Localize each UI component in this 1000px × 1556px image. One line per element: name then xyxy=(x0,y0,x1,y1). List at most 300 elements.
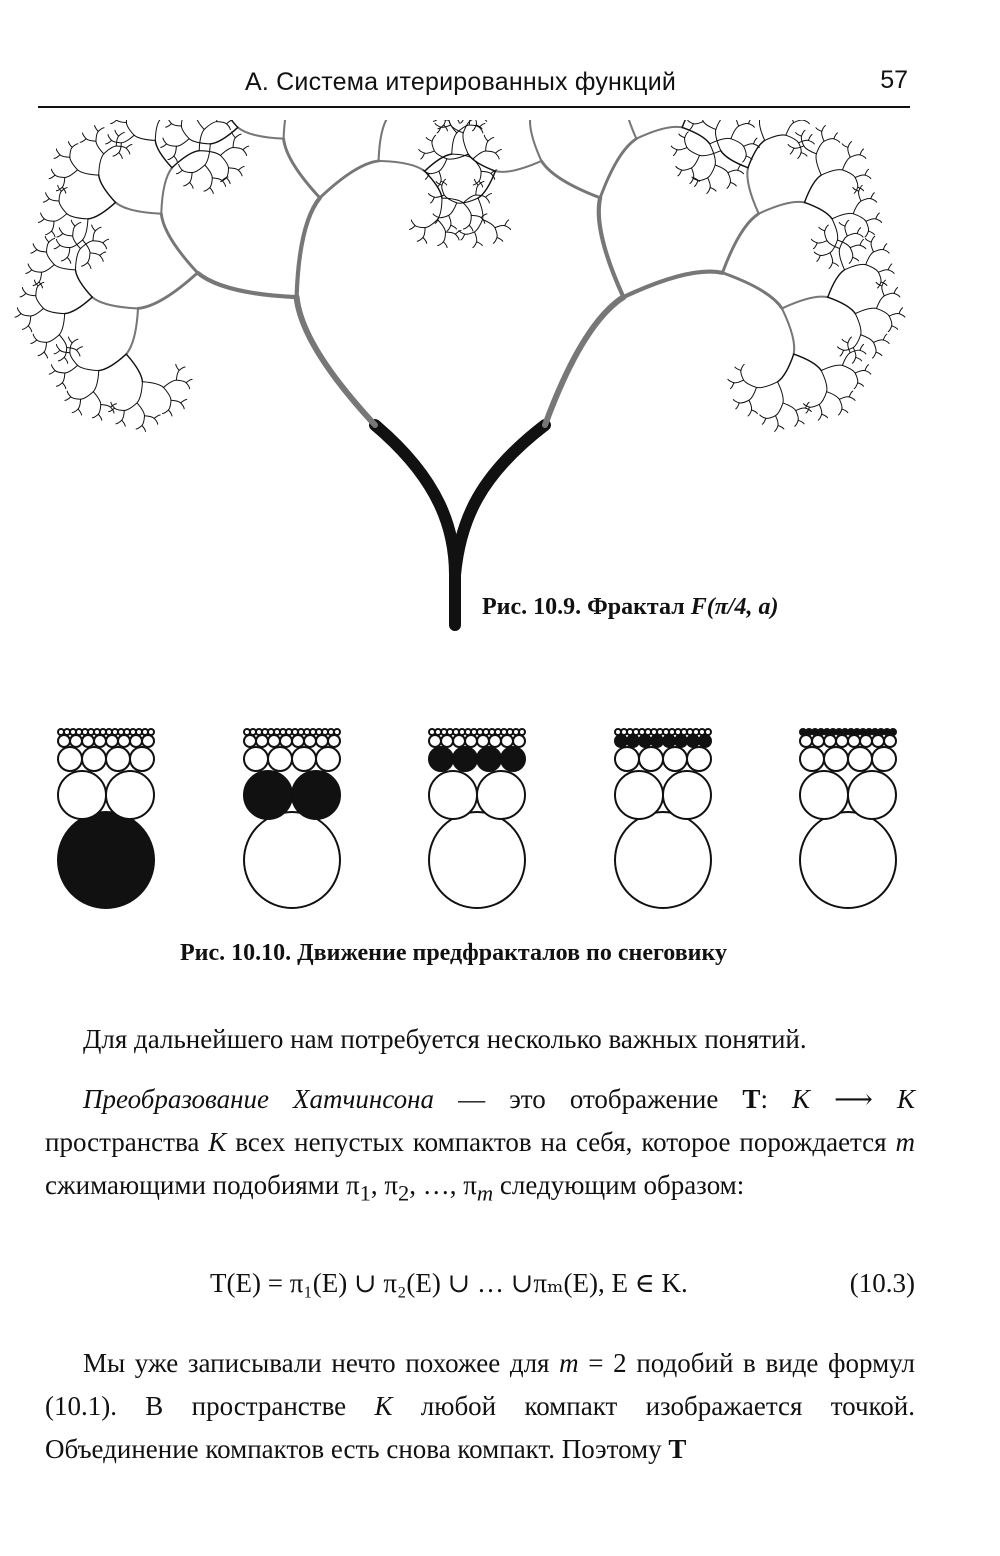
tree-branch xyxy=(786,123,794,136)
tree-branch xyxy=(126,148,130,154)
symbol-K: K xyxy=(208,1127,227,1157)
figure-formula: F(π/4, a) xyxy=(690,594,779,620)
tree-branch xyxy=(423,238,427,244)
figure-caption-text: Фрактал xyxy=(587,594,685,620)
tree-branch xyxy=(93,241,103,243)
tree-branch xyxy=(176,380,186,383)
tree-branch xyxy=(838,409,841,415)
tree-branch xyxy=(484,135,488,141)
snowman-circle xyxy=(244,771,292,819)
tree-branch xyxy=(448,120,450,125)
tree-branch xyxy=(804,146,817,154)
tree-branch xyxy=(59,335,66,348)
tree-branch xyxy=(687,148,700,156)
tree-branch xyxy=(673,150,677,156)
snowman-circle xyxy=(663,771,711,819)
tree-branch xyxy=(747,168,758,214)
tree-branch xyxy=(731,126,739,139)
tree-branch xyxy=(86,139,96,141)
tree-branch xyxy=(96,131,98,141)
tree-branch xyxy=(137,382,142,403)
snowman-circle xyxy=(800,771,848,819)
subscript: 2 xyxy=(398,1180,410,1206)
tree-branch xyxy=(866,219,876,222)
tree-branch xyxy=(32,270,42,272)
tree-branch xyxy=(716,120,724,129)
tree-branch xyxy=(842,170,855,178)
tree-branch xyxy=(220,148,233,156)
tree-branch xyxy=(115,202,161,213)
tree-branch xyxy=(179,367,185,370)
tree-branch xyxy=(52,231,55,237)
tree-branch xyxy=(70,353,78,366)
tree-branch xyxy=(411,220,415,226)
tree-branch xyxy=(54,265,75,270)
tree-branch xyxy=(459,231,465,235)
tree-branch xyxy=(87,263,90,269)
tree-branch xyxy=(830,253,833,263)
tree-branch xyxy=(154,418,157,424)
tree-branch xyxy=(41,213,45,219)
tree-branch xyxy=(154,415,160,418)
snowman-circle xyxy=(292,771,340,819)
tree-branch xyxy=(871,199,877,203)
tree-branch xyxy=(417,238,423,242)
tree-branch xyxy=(69,337,73,343)
tree-branch xyxy=(825,231,827,241)
tree-branch xyxy=(883,244,887,250)
tree-branch xyxy=(176,170,182,174)
tree-branch xyxy=(865,371,871,375)
tree-branch xyxy=(475,232,477,242)
figure-label: Рис. 10.10. xyxy=(180,940,292,966)
tree-branch xyxy=(51,365,55,371)
tree-branch xyxy=(853,214,866,222)
tree-branch xyxy=(75,249,80,270)
tree-branch xyxy=(483,219,495,227)
tree-branch xyxy=(217,122,227,124)
arrow: ⟶ xyxy=(810,1084,897,1114)
tree-branch xyxy=(67,257,70,263)
symbol-m: m xyxy=(559,1348,579,1378)
tree-branch xyxy=(776,403,783,416)
tree-branch xyxy=(49,175,55,179)
snowman-circle xyxy=(639,735,651,747)
tree-branch xyxy=(444,120,446,125)
tree-branch xyxy=(39,272,42,282)
tree-branch xyxy=(479,171,481,181)
tree-branch xyxy=(171,400,181,403)
tree-branch xyxy=(233,138,235,148)
tree-branch xyxy=(828,270,845,297)
tree-branch xyxy=(794,354,822,370)
snowman-circle xyxy=(316,747,340,771)
snowman-circle xyxy=(489,735,501,747)
tree-branch xyxy=(65,397,71,401)
tree-branch xyxy=(67,248,70,258)
tree-branch xyxy=(93,392,100,405)
snowman-circle xyxy=(663,735,675,747)
snowman-circle xyxy=(884,735,896,747)
tree-branch xyxy=(495,161,541,172)
tree-branch xyxy=(167,144,177,146)
tree-branch xyxy=(42,265,55,273)
tree-branch xyxy=(93,371,98,392)
tree-branch xyxy=(505,226,511,230)
tree-branch xyxy=(44,352,47,358)
snowman-circle xyxy=(94,735,106,747)
tree-branch xyxy=(184,182,190,186)
tree-branch xyxy=(865,231,868,237)
tree-branch xyxy=(817,241,827,243)
tree-branch xyxy=(136,425,142,429)
tree-branch xyxy=(44,342,47,352)
tree-branch xyxy=(176,139,189,147)
tree-branch xyxy=(827,392,840,400)
tree-branch xyxy=(461,120,465,123)
tree-branch xyxy=(62,177,65,187)
tree-branch xyxy=(698,178,708,181)
tree-branch xyxy=(819,227,825,231)
tree-branch xyxy=(20,293,26,297)
term-hutchinson: Преобразование Хатчинсона xyxy=(83,1084,435,1114)
tree-branch xyxy=(106,140,112,144)
tree-branch xyxy=(442,185,444,195)
tree-branch xyxy=(46,193,50,199)
tree-branch xyxy=(731,139,744,147)
tree-branch xyxy=(762,418,765,424)
tree-branch xyxy=(700,151,721,156)
tree-branch xyxy=(181,399,187,402)
tree-branch xyxy=(842,409,848,413)
tree-branch xyxy=(55,175,65,177)
tree-branch xyxy=(62,373,65,383)
tree-branch xyxy=(739,124,749,127)
tree-branch xyxy=(455,234,459,240)
tree-branch xyxy=(478,182,484,186)
tree-branch xyxy=(888,264,892,270)
tree-branch xyxy=(495,150,501,154)
tree-branch xyxy=(848,337,852,343)
tree-branch xyxy=(497,238,503,242)
tree-branch xyxy=(727,182,730,188)
tree-branch xyxy=(876,352,882,356)
tree-branch xyxy=(855,314,861,335)
tree-branch xyxy=(174,156,177,162)
tree-branch xyxy=(67,348,77,351)
tree-branch xyxy=(56,149,60,155)
snowman-circle xyxy=(58,735,70,747)
tree-branch xyxy=(842,365,855,373)
tree-branch xyxy=(736,120,738,126)
tree-branch xyxy=(70,157,78,170)
tree-branch xyxy=(849,397,855,401)
tree-branch xyxy=(73,226,75,236)
tree-branch xyxy=(708,178,711,188)
tree-branch xyxy=(443,232,445,242)
tree-branch xyxy=(419,150,425,154)
tree-branch xyxy=(801,130,805,136)
tree-branch xyxy=(31,340,37,344)
tree-branch xyxy=(865,365,869,371)
tree-branch xyxy=(876,296,884,309)
tree-branch xyxy=(59,228,63,234)
tree-branch xyxy=(850,245,860,248)
tree-branch xyxy=(243,146,249,150)
tree-branch xyxy=(426,138,432,142)
tree-branch xyxy=(76,350,79,356)
snowman-circle xyxy=(244,735,256,747)
tree-branch xyxy=(437,198,442,219)
tree-branch xyxy=(728,173,731,183)
snowman-circle xyxy=(477,735,489,747)
tree-branch xyxy=(682,168,692,170)
snowman-circle xyxy=(519,729,525,735)
tree-branch xyxy=(865,169,869,175)
header-title: А. Система итерированных функций xyxy=(245,68,677,96)
tree-branch xyxy=(759,202,805,214)
tree-branch xyxy=(473,242,477,248)
tree-branch xyxy=(78,399,81,409)
tree-branch xyxy=(805,202,833,218)
tree-branch xyxy=(753,138,757,144)
tree-branch xyxy=(52,221,55,231)
tree-branch xyxy=(493,238,497,244)
tree-branch xyxy=(15,314,21,318)
tree-branch xyxy=(76,347,82,350)
tree-branch xyxy=(744,144,754,147)
tree-branch xyxy=(845,226,847,236)
tree-branch xyxy=(297,297,375,425)
tree-branch xyxy=(442,198,463,203)
tree-branch xyxy=(488,138,494,142)
header-rule xyxy=(38,106,910,108)
tree-branch xyxy=(425,154,452,171)
snowman-circle xyxy=(627,735,639,747)
snowman-circle xyxy=(82,735,94,747)
tree-branch xyxy=(690,178,694,184)
tree-branch xyxy=(782,297,828,309)
subscript: 1 xyxy=(359,1180,371,1206)
tree-branch xyxy=(834,139,840,143)
tree-branch xyxy=(623,272,722,298)
tree-branch xyxy=(28,316,31,326)
snowman-circle xyxy=(280,735,292,747)
text-run: любой компакт изображается точкой. Объединение компактов есть снова компакт. Поэтому xyxy=(45,1391,915,1464)
tree-branch xyxy=(871,236,875,242)
tree-branch xyxy=(284,120,295,139)
tree-branch xyxy=(822,414,828,418)
tree-branch xyxy=(798,153,801,159)
symbol-T: Т xyxy=(668,1434,687,1464)
snowman-circle xyxy=(872,747,896,771)
tree-branch xyxy=(855,308,876,313)
tree-branch xyxy=(752,410,758,414)
subscript: m xyxy=(476,1180,494,1206)
tree-branch xyxy=(92,225,96,231)
tree-branch xyxy=(739,400,749,403)
tree-branch xyxy=(728,170,738,173)
tree-branch xyxy=(688,120,694,124)
tree-branch xyxy=(865,239,871,243)
tree-branch xyxy=(457,125,470,133)
tree-branch xyxy=(60,350,70,352)
tree-branch xyxy=(172,124,182,126)
tree-branch xyxy=(708,165,715,178)
tree-branch xyxy=(866,265,879,273)
tree-branch xyxy=(67,391,71,397)
tree-branch xyxy=(72,144,78,148)
tree-branch xyxy=(181,126,189,139)
tree-branch xyxy=(842,339,848,343)
tree-branch xyxy=(871,193,875,199)
tree-branch xyxy=(88,202,116,218)
tree-branch xyxy=(530,120,541,161)
tree-branch xyxy=(786,135,799,143)
tree-branch xyxy=(822,126,826,132)
tree-branch xyxy=(748,124,754,128)
tree-branch xyxy=(96,141,104,154)
tree-branch xyxy=(486,141,488,151)
snowman-circle xyxy=(687,735,699,747)
tree-branch xyxy=(429,194,435,198)
tree-branch xyxy=(694,180,697,186)
paragraph-3 xyxy=(45,1342,915,1471)
tree-branch xyxy=(114,408,124,410)
tree-branch xyxy=(161,214,197,273)
tree-branch xyxy=(415,226,425,228)
tree-branch xyxy=(204,188,210,192)
tree-branch xyxy=(818,414,821,420)
tree-branch xyxy=(860,155,866,159)
snowman-base xyxy=(800,812,896,908)
tree-branch xyxy=(72,409,78,413)
tree-branch xyxy=(122,411,125,421)
snowman-circle xyxy=(501,747,525,771)
tree-branch xyxy=(439,171,441,181)
snowman-circle xyxy=(663,747,687,771)
tree-branch xyxy=(33,244,37,250)
tree-branch xyxy=(447,225,451,231)
tree-branch xyxy=(155,120,160,140)
tree-branch xyxy=(788,144,794,148)
tree-branch xyxy=(825,225,829,231)
snowman-circle xyxy=(687,747,711,771)
tree-branch xyxy=(816,154,821,175)
tree-branch xyxy=(796,411,799,421)
snowman-circle xyxy=(256,735,268,747)
tree-branch xyxy=(842,353,850,366)
tree-branch xyxy=(461,234,465,240)
text-run: сжимающими подобиями π xyxy=(45,1170,360,1200)
tree-branch xyxy=(848,142,852,148)
snowman-circle xyxy=(429,735,441,747)
tree-branch xyxy=(126,354,142,382)
tree-branch xyxy=(722,273,782,309)
text-run: пространства xyxy=(45,1127,209,1157)
tree-branch xyxy=(438,242,444,246)
tree-branch xyxy=(474,120,476,125)
tree-branch xyxy=(853,335,860,348)
snowman-circle xyxy=(130,735,142,747)
snowman-circle xyxy=(106,747,130,771)
tree-branch xyxy=(776,416,779,426)
snowman-circle xyxy=(316,735,328,747)
tree-branch xyxy=(599,198,624,297)
tree-branch xyxy=(860,245,866,249)
tree-branch xyxy=(495,228,497,238)
tree-branch xyxy=(873,352,876,358)
text-run: Мы уже записывали нечто похожее для xyxy=(83,1348,560,1378)
tree-branch xyxy=(409,226,415,230)
tree-branch xyxy=(168,410,171,416)
tree-branch xyxy=(113,153,119,157)
snowman-circle xyxy=(268,747,292,771)
tree-branch xyxy=(855,373,858,383)
tree-branch xyxy=(28,326,31,332)
tree-branch xyxy=(78,365,99,370)
snowman-circle xyxy=(651,735,663,747)
tree-branch xyxy=(235,134,241,138)
tree-branch xyxy=(894,293,900,297)
snowman-base xyxy=(58,812,154,908)
tree-branch xyxy=(222,180,225,186)
tree-branch xyxy=(95,126,99,132)
tree-branch xyxy=(873,342,876,352)
tree-branch xyxy=(782,308,794,354)
tree-branch xyxy=(33,334,37,340)
tree-branch xyxy=(852,357,855,363)
tree-branch xyxy=(26,270,32,274)
tree-branch xyxy=(22,288,26,294)
tree-branch xyxy=(59,191,61,201)
tree-branch xyxy=(749,400,752,410)
snowman-circle xyxy=(429,747,453,771)
tree-branch xyxy=(238,166,244,170)
snowman-circle xyxy=(453,747,477,771)
tree-branch xyxy=(814,252,820,255)
tree-branch xyxy=(229,168,239,170)
tree-branch xyxy=(730,182,736,186)
text-run: = 2 подобий в виде формул (10.1). В пространстве xyxy=(45,1348,915,1421)
tree-branch xyxy=(860,350,866,354)
tree-branch xyxy=(839,249,844,270)
tree-branch xyxy=(43,199,49,203)
tree-branch xyxy=(860,239,864,245)
tree-branch xyxy=(111,120,117,124)
tree-branch xyxy=(163,410,169,414)
tree-branch xyxy=(882,286,884,296)
tree-branch xyxy=(828,297,856,313)
tree-branch xyxy=(379,120,390,161)
snowman-circle xyxy=(615,747,639,771)
tree-branch xyxy=(486,151,496,153)
snowman-circle xyxy=(118,735,130,747)
tree-branch xyxy=(855,370,865,373)
tree-branch xyxy=(78,409,81,415)
tree-branch xyxy=(817,255,820,261)
tree-branch xyxy=(210,188,213,194)
tree-branch xyxy=(56,383,62,387)
tree-branch xyxy=(47,335,60,343)
tree-branch xyxy=(811,239,817,243)
tree-branch xyxy=(691,155,699,167)
tree-branch xyxy=(36,286,38,296)
tree-branch xyxy=(833,263,839,267)
tree-branch xyxy=(738,170,744,174)
figure-10-9-caption xyxy=(482,594,778,621)
tree-branch xyxy=(161,168,172,214)
